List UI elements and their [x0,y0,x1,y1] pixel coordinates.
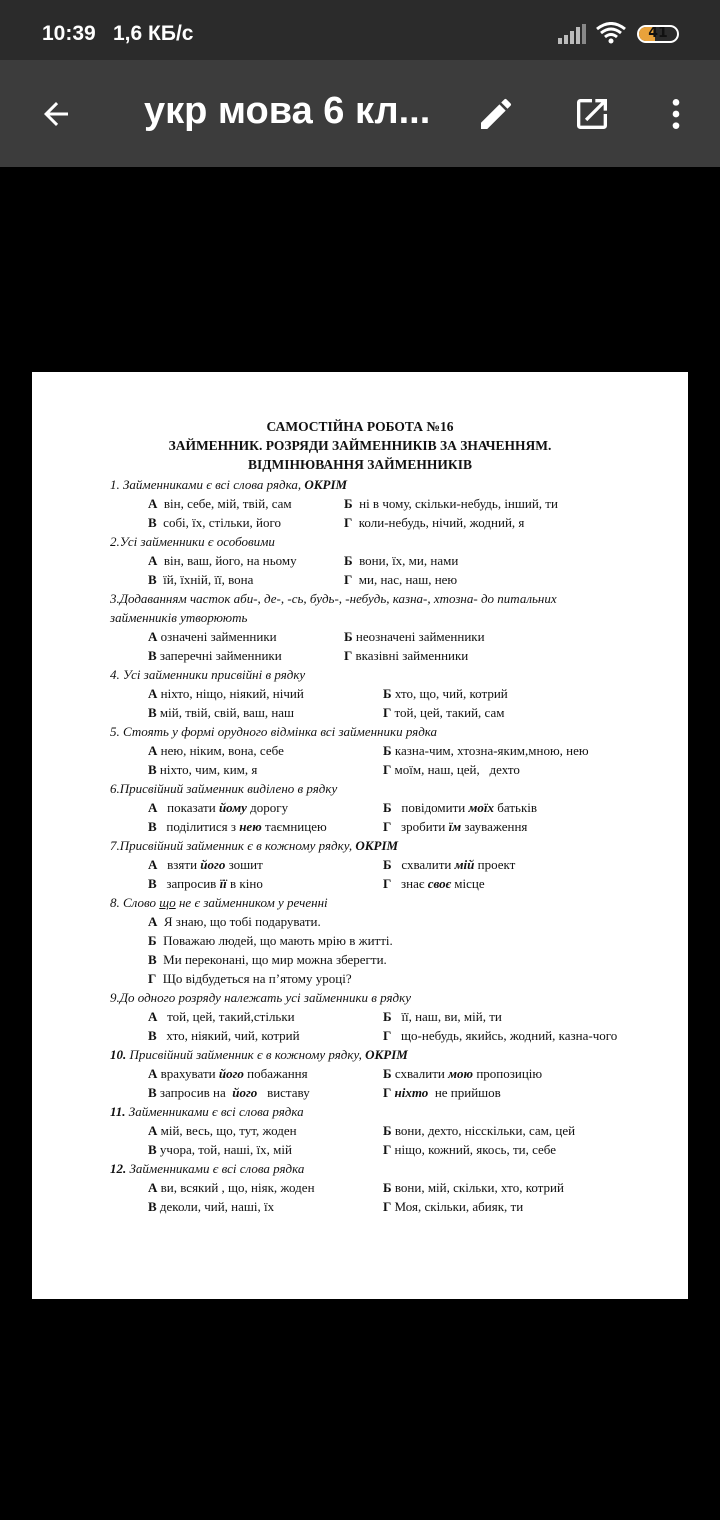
option-highlight: його [200,857,226,872]
arrow-back-icon [38,96,74,132]
option-letter: Г [383,1028,392,1043]
q12-option-v [148,1197,274,1216]
option-highlight: їм [448,819,462,834]
back-button[interactable] [32,90,80,138]
option-highlight: йому [218,800,247,815]
question-8-text: не є займенником у реченні [175,895,328,910]
question-9: 9.До одного розряду належать усі займенники в рядку [110,990,411,1005]
option-letter: Б [148,933,157,948]
option-highlight: його [218,1066,244,1081]
option-text: схвалити [401,857,455,872]
option-letter: В [148,876,157,891]
option-text: неозначені займенники [355,629,485,644]
app-toolbar [0,60,720,167]
option-text: моїм, наш, цей, дехто [394,762,520,777]
q10-option-a [148,1064,308,1083]
doc-title-line-1: САМОСТІЙНА РОБОТА №16 [266,419,454,434]
option-letter: А [148,743,158,758]
option-text: той, цей, такий,стільки [167,1009,295,1024]
question-10-emphasis: ОКРІМ [365,1047,408,1062]
q7-option-g [383,874,485,893]
q3-option-g [344,646,468,665]
option-letter: А [148,1180,158,1195]
option-text: зробити [401,819,449,834]
option-text: батьків [494,800,538,815]
option-text: Ми переконані, що мир можна зберегти. [163,952,387,967]
q12-option-b [383,1178,564,1197]
q8-option-v [148,950,387,969]
option-text: ніхто, ніщо, ніякий, нічий [160,686,304,701]
option-text: виставу [257,1085,310,1100]
option-text: вони, їх, ми, нами [359,553,459,568]
option-text: вказівні займенники [355,648,469,663]
q8-option-b [148,931,393,950]
q5-option-b [383,741,589,760]
option-letter: А [148,1123,158,1138]
pencil-icon [476,94,516,134]
question-11-number: 11. [110,1104,126,1119]
q9-option-b [383,1007,502,1026]
doc-title-line-3: ВІДМІНЮВАННЯ ЗАЙМЕННИКІВ [248,457,472,472]
question-8 [110,893,328,912]
option-text: вони, мій, скільки, хто, котрий [394,1180,564,1195]
option-letter: А [148,496,158,511]
option-letter: Б [383,1180,392,1195]
q9-option-v [148,1026,300,1045]
status-bar [0,0,720,60]
option-text: ви, всякий , що, ніяк, жоден [160,1180,315,1195]
q6-option-v [148,817,327,836]
option-letter: Г [383,1199,392,1214]
option-letter: Г [383,876,392,891]
option-text: ні в чому, скільки-небудь, інший, ти [359,496,558,511]
q3-option-a [148,627,277,646]
wifi-icon [596,22,626,49]
option-text: таємницею [261,819,327,834]
question-7-emphasis: ОКРІМ [355,838,399,853]
option-letter: Г [344,572,353,587]
q1-option-v [148,513,281,532]
option-text: схвалити [394,1066,449,1081]
option-letter: В [148,1199,157,1214]
open-in-new-icon [572,94,612,134]
option-text: ми, нас, наш, нею [358,572,458,587]
q11-option-b [383,1121,575,1140]
option-text: вони, дехто, нісскільки, сам, цей [394,1123,576,1138]
option-highlight: його [232,1085,258,1100]
option-text: Моя, скільки, абияк, ти [394,1199,524,1214]
document-title: укр мова 6 кл... [144,90,431,132]
q8-option-a [148,912,321,931]
option-text: хто, ніякий, чий, котрий [166,1028,300,1043]
option-highlight: мою [448,1066,474,1081]
option-letter: А [148,800,158,815]
option-letter: Б [383,686,392,701]
option-text: в кіно [226,876,263,891]
q4-option-b [383,684,508,703]
question-8-text: 8. Слово [110,895,160,910]
option-text: казна-чим, хтозна-яким,мною, нею [394,743,589,758]
q6-option-g [383,817,527,836]
option-text: їй, їхній, її, вона [163,572,254,587]
q7-option-b [383,855,515,874]
option-letter: В [148,1028,157,1043]
option-letter: В [148,572,157,587]
option-letter: Г [383,1085,392,1100]
question-4: 4. Усі займенники присвійні в рядку [110,667,306,682]
option-letter: Б [383,800,392,815]
option-letter: В [148,648,157,663]
option-letter: Г [148,971,157,986]
option-text: пропозицію [473,1066,543,1081]
question-10 [110,1045,408,1064]
option-text: означені займенники [160,629,277,644]
option-text: взяти [167,857,201,872]
option-text: поділитися з [166,819,240,834]
option-letter: Г [383,819,392,834]
q4-option-v [148,703,294,722]
q11-option-g [383,1140,556,1159]
option-highlight: своє [427,876,452,891]
option-text: він, себе, мій, твій, сам [163,496,292,511]
option-highlight: ніхто [394,1085,429,1100]
q5-option-g [383,760,520,779]
option-highlight: мій [454,857,475,872]
option-letter: Б [344,496,353,511]
q6-option-b [383,798,537,817]
option-text: не прийшов [428,1085,501,1100]
option-text: собі, їх, стільки, його [163,515,281,530]
option-text: хто, що, чий, котрий [394,686,508,701]
option-letter: Б [344,553,353,568]
option-letter: Г [344,648,353,663]
q11-option-a [148,1121,297,1140]
option-text: заперечні займенники [159,648,282,663]
q12-option-g [383,1197,523,1216]
q3-option-b [344,627,485,646]
q1-option-b [344,494,558,513]
q5-option-v [148,760,257,779]
option-text: запросив на [159,1085,233,1100]
q5-option-a [148,741,284,760]
option-letter: Б [383,1066,392,1081]
question-12 [110,1159,304,1178]
q11-option-v [148,1140,292,1159]
q10-option-b [383,1064,542,1083]
question-12-number: 12. [110,1161,127,1176]
option-text: запросив [166,876,220,891]
option-text: деколи, чий, наші, їх [159,1199,275,1214]
doc-title-line-2: ЗАЙМЕННИК. РОЗРЯДИ ЗАЙМЕННИКІВ ЗА ЗНАЧЕННЯМ. [168,438,552,453]
option-letter: А [148,553,158,568]
option-text: показати [167,800,219,815]
question-10-text: Присвійний займенник є в кожному рядку, [126,1047,366,1062]
option-letter: Г [383,705,392,720]
signal-icon [558,24,586,49]
option-text: Поважаю людей, що мають мрію в житті. [163,933,393,948]
option-letter: А [148,857,158,872]
question-6: 6.Присвійний займенник виділено в рядку [110,781,338,796]
question-3-line-2: займенників утворюють [110,610,248,625]
question-1-emphasis: ОКРІМ [304,477,348,492]
q2-option-b [344,551,458,570]
option-letter: А [148,914,158,929]
option-letter: В [148,1142,157,1157]
status-network-speed: 1,6 КБ/с [113,22,194,45]
more-vert-icon [656,94,696,134]
option-text: врахувати [160,1066,219,1081]
q12-option-a [148,1178,315,1197]
option-letter: А [148,686,158,701]
option-text: мій, твій, свій, ваш, наш [159,705,295,720]
option-letter: Г [344,515,353,530]
q8-option-g [148,969,352,988]
option-text: Що відбудеться на п’ятому уроці? [162,971,352,986]
status-time: 10:39 [42,22,96,45]
option-highlight: нею [239,819,262,834]
q2-option-a [148,551,297,570]
battery-icon [637,25,679,43]
q2-option-v [148,570,253,589]
question-11 [110,1102,304,1121]
option-letter: Б [383,1123,392,1138]
option-text: він, ваш, його, на ньому [163,553,297,568]
option-text: Я знаю, що тобі подарувати. [163,914,321,929]
q1-option-a [148,494,292,513]
option-letter: В [148,1085,157,1100]
q6-option-a [148,798,288,817]
option-letter: А [148,629,158,644]
option-letter: В [148,952,157,967]
option-text: зауваження [461,819,528,834]
q3-option-v [148,646,282,665]
option-letter: Г [383,1142,392,1157]
question-7-text: 7.Присвійний займенник є в кожному рядку, [110,838,356,853]
question-10-number: 10. [110,1047,127,1062]
question-1-text: 1. Займенниками є всі слова рядка, [110,477,305,492]
option-text: учора, той, наші, їх, мій [159,1142,292,1157]
option-text: нею, ніким, вона, себе [160,743,284,758]
q9-option-a [148,1007,295,1026]
edit-button[interactable] [472,90,520,138]
question-2: 2.Усі займенники є особовими [110,534,275,549]
option-letter: В [148,515,157,530]
option-text: місце [451,876,485,891]
question-11-text: Займенниками є всі слова рядка [125,1104,304,1119]
question-8-word: що [159,895,176,910]
option-letter: В [148,819,157,834]
q10-option-v [148,1083,310,1102]
more-options-button[interactable] [652,90,700,138]
q4-option-a [148,684,304,703]
q9-option-g [383,1026,617,1045]
document-page[interactable] [32,372,688,1299]
option-text: побажання [243,1066,308,1081]
q7-option-a [148,855,263,874]
option-text: коли-небудь, нічий, жодний, я [358,515,525,530]
option-text: знає [401,876,428,891]
option-text: її, наш, ви, мій, ти [401,1009,502,1024]
option-letter: В [148,762,157,777]
question-3-line-1: 3.Додаванням часток аби-, де-, -сь, будь-, -небудь, казна-, хтозна- до питальних [110,591,557,606]
question-5: 5. Стоять у формі орудного відмінка всі займенники рядка [110,724,438,739]
option-letter: А [148,1066,158,1081]
option-highlight: моїх [468,800,495,815]
option-letter: Б [383,743,392,758]
option-letter: В [148,705,157,720]
question-12-text: Займенниками є всі слова рядка [126,1161,305,1176]
option-letter: Г [383,762,392,777]
option-text: ніхто, чим, ким, я [159,762,258,777]
q1-option-g [344,513,524,532]
option-text: ніщо, кожний, якось, ти, себе [394,1142,557,1157]
question-7 [110,836,398,855]
q10-option-g [383,1083,501,1102]
option-text: зошит [225,857,263,872]
option-text: той, цей, такий, сам [394,705,505,720]
option-letter: А [148,1009,158,1024]
option-text: що-небудь, якийсь, жодний, казна-чого [401,1028,618,1043]
question-1 [110,475,347,494]
q2-option-g [344,570,457,589]
option-text: повідомити [401,800,469,815]
option-letter: Б [383,1009,392,1024]
option-text: дорогу [246,800,289,815]
option-letter: Б [383,857,392,872]
option-text: мій, весь, що, тут, жоден [160,1123,297,1138]
option-text: проект [474,857,516,872]
q4-option-g [383,703,504,722]
q7-option-v [148,874,263,893]
battery-percent: 41 [648,25,668,41]
open-external-button[interactable] [568,90,616,138]
option-highlight: її [219,876,227,891]
option-letter: Б [344,629,353,644]
